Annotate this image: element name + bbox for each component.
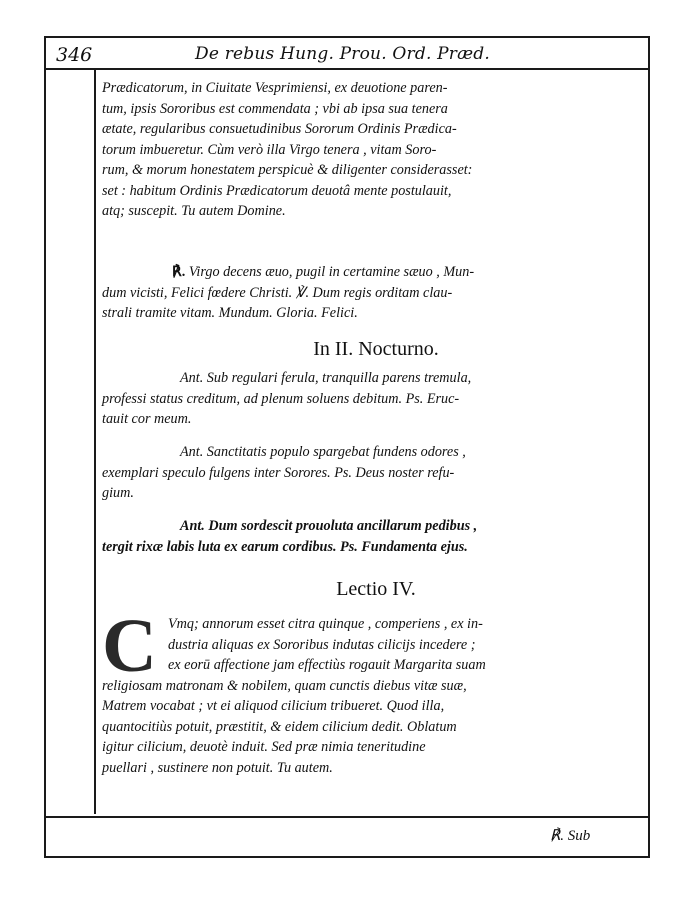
antiphon-2 (102, 442, 650, 504)
text-line: ex eorū affectione jam effectiùs rogauit Margarita suam (168, 657, 486, 673)
text-line: Ant. Sub regulari ferula, tranquilla parens tremula, (180, 370, 472, 386)
text-line: torum imbueretur. Cùm verò illa Virgo tenera , vitam Soro- (102, 141, 437, 158)
paragraph-1 (102, 78, 650, 222)
antiphon-3 (102, 516, 650, 557)
responsory-text: Virgo decens æuo, pugil in certamine sæuo , Mun- (188, 264, 475, 280)
header-rule (44, 68, 650, 70)
lectio-text (102, 614, 650, 778)
text-line: Prædicatorum, in Ciuitate Vesprimiensi, ex deuotione paren- (102, 80, 448, 96)
text-line: puellari , sustinere non potuit. Tu autem. (102, 759, 333, 776)
text-line: ætate, regularibus consuetudinibus Sororum Ordinis Prædica- (102, 121, 457, 137)
text-line: tergit rixæ labis luta ex earum cordibus. Ps. Fundamenta ejus. (102, 538, 468, 555)
text-line: set : habitum Ordinis Prædicatorum deuotâ mente postulauit, (102, 182, 452, 199)
text-line: igitur cilicium, deuotè induit. Sed præ nimia teneritudine (102, 739, 426, 755)
text-line: strali tramite vitam. Mundum. Gloria. Felici. (102, 305, 358, 321)
text-line: gium. (102, 485, 134, 501)
text-line: dustria aliquas ex Sororibus indutas cilicijs incedere ; (168, 636, 476, 653)
text-line: atq; suscepit. Tu autem Domine. (102, 203, 286, 219)
text-line: tum, ipsis Sororibus est commendata ; vbi ab ipsa sua tenera (102, 100, 448, 117)
text-line: exemplari speculo fulgens inter Sorores. Ps. Deus noster refu- (102, 464, 455, 481)
nocturn-heading: In II. Nocturno. (313, 338, 439, 360)
text-line (102, 262, 650, 283)
responsory (102, 262, 650, 324)
text-line: professi status creditum, ad plenum soluens debitum. Ps. Eruc- (102, 390, 460, 407)
text-line: Matrem vocabat ; vt ei aliquod cilicium tribueret. Quod illa, (102, 698, 445, 714)
antiphon-1 (102, 368, 650, 430)
text-line: Vmq; annorum esset citra quinque , comperiens , ex in- (168, 616, 483, 632)
text-line: rum, & morum honestatem perspicuè & diligenter considerasset: (102, 162, 473, 178)
lectio-heading: Lectio IV. (336, 578, 416, 600)
footer-rule (44, 816, 650, 818)
text-line: Ant. Dum sordescit prouoluta ancillarum pedibus , (180, 518, 478, 534)
text-line: tauit cor meum. (102, 411, 192, 427)
text-line: dum vicisti, Felici fœdere Christi. ℣. Dum regis orditam clau- (102, 284, 453, 301)
page-number: 346 (56, 44, 93, 66)
margin-rule (94, 70, 96, 814)
drop-cap: C (102, 604, 157, 688)
running-head: De rebus Hung. Prou. Ord. Præd. (195, 44, 490, 64)
text-line: quantocitiùs potuit, præstitit, & eidem cilicium dedit. Oblatum (102, 718, 457, 735)
catchword: ℟. Sub (550, 828, 591, 844)
text-line: Ant. Sanctitatis populo spargebat fundens odores , (180, 444, 466, 460)
text-line: religiosam matronam & nobilem, quam cunctis diebus vitæ suæ, (102, 677, 467, 694)
responsory-symbol: ℟. (172, 264, 186, 280)
